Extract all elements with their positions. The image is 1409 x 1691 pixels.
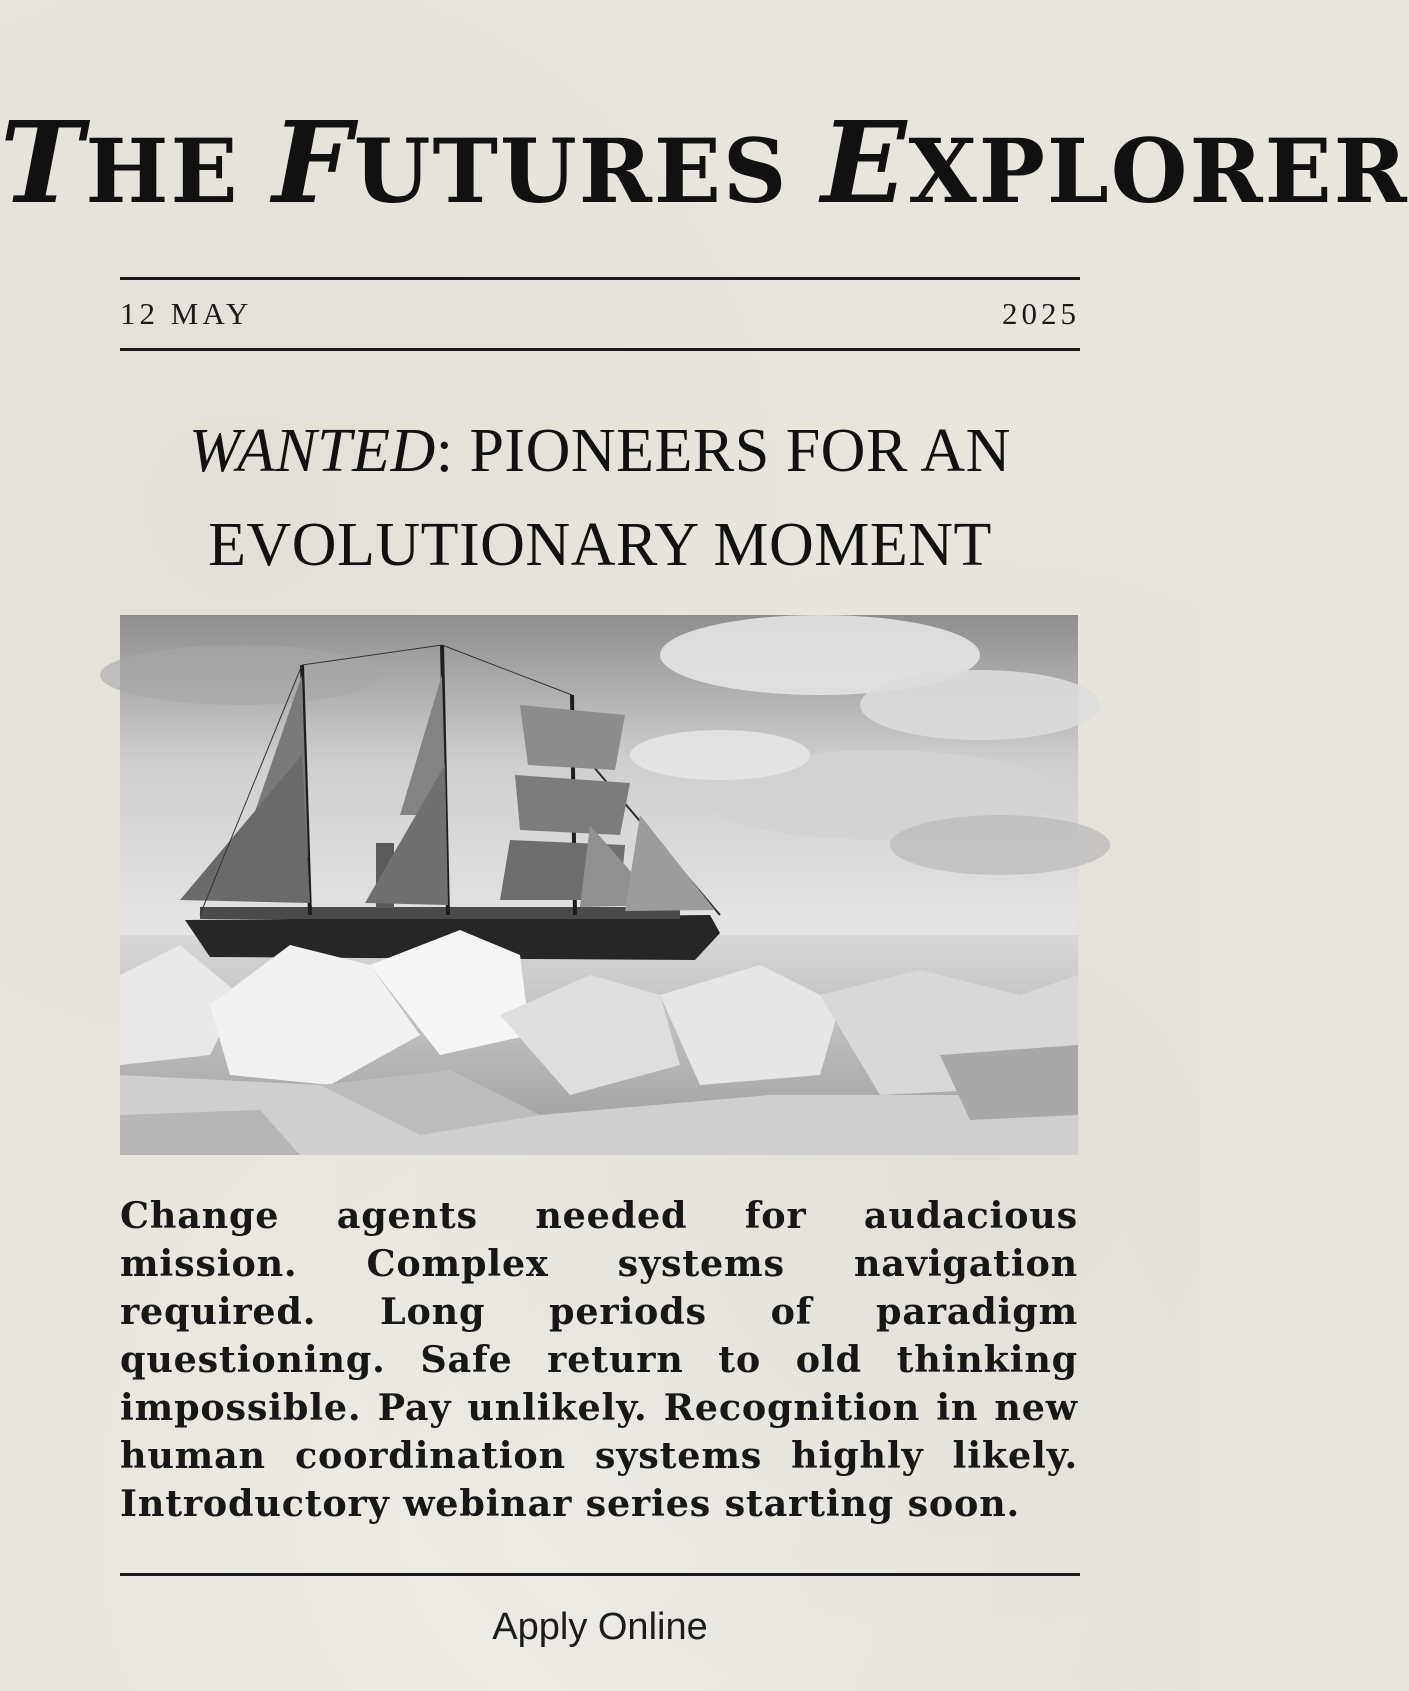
top-rule (120, 277, 1080, 280)
headline (60, 404, 1140, 592)
date-year: 2025 (1002, 296, 1080, 331)
body-copy: Change agents needed for audacious mission. Complex systems navigation required. Long periods of paradigm questioning. Safe return to old thinking impossible. Pay unlikely. Recognition in new human coordination systems highly likely. Introductory webinar series starting soon. (120, 1194, 1078, 1525)
headline-line1: : PIONEERS FOR AN (435, 417, 1011, 485)
masthead-title: THE FUTURES EXPLORER (0, 98, 1409, 229)
ship-in-ice-photo (120, 615, 1078, 1155)
dateline-rule (120, 348, 1080, 351)
dateline (120, 296, 1080, 332)
date-day-month: 12 MAY (120, 296, 253, 331)
headline-line2: EVOLUTIONARY MOMENT (208, 511, 992, 579)
bottom-rule (120, 1573, 1080, 1576)
headline-emphasis: WANTED (189, 417, 436, 485)
apply-online-link[interactable]: Apply Online (492, 1606, 708, 1648)
